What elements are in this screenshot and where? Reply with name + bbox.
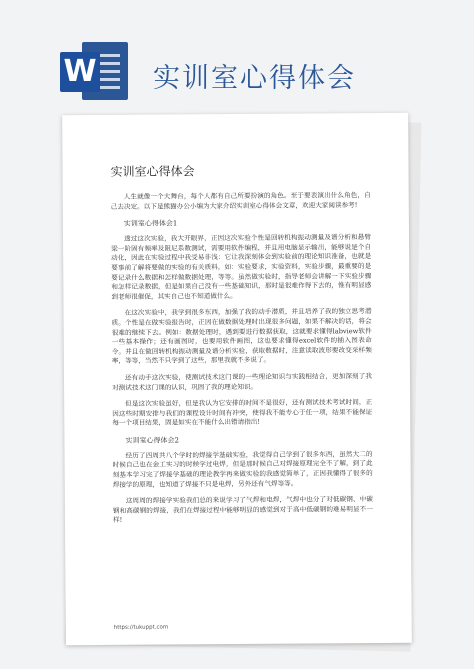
paragraph: 这周周的焊接学实验我们总的来说学习了气焊和电焊，气焊中也分了对低碳钢、中碳钢和高碳钢的焊接，我们在焊接过程中能够明显的感觉到对于高中低碳钢的难易明显不一样! bbox=[112, 495, 373, 525]
section-heading-1: 实训室心得体会1 bbox=[123, 219, 178, 228]
banner-title: 实训室心得体会 bbox=[153, 63, 356, 94]
section-heading-2: 实训室心得体会2 bbox=[125, 436, 179, 445]
paragraph: 透过这次实验，我大开眼界，正因这次实验个性是回转机构振动测量及谱分析和悬臂梁一阶固有频率及阻尼系数测试，需要用软件编程，并且用电脑显示输出，能够说是个自动化，因此在实验过程中我受易非浅：它让我深刻体会到实验前的理论知识准备，也就是要事前了解将要做的实验的有关质料，如：实验要求，实验资料，实验步骤，最重要的是要记录什么数据和怎样做数据处理，等等。虽然做实验时，指导老师会讲解一下实验步骤和怎样记录数据，但是如果自己没有一些基础知识，那时是很难作得下去的，惟有明显感到老师很催促，其实自己也不知道做什么。 bbox=[111, 233, 372, 301]
document-page bbox=[62, 113, 412, 645]
paragraph: 在这次实验中，我学到很多东西，加强了我的动手潜质，并且培养了我的独立思考潜质。个性是在做实验报告时，正因在做数据处理时出现很多问题，如果不解决的话，将会很难的继续下去。例如：数据处理时，遇到要进行数据获取，这就要求懂得labview软件一些基本操作；还有画图时，也要用软件画图，这也要求懂得excel软件的插入图表命令。并且在做回转机构振动测量及谱分析实验，获取数据时，注意读取波形要改变采样频率，等等，当然不只学到了这些，那里我就不多说了。 bbox=[111, 307, 372, 366]
document-content bbox=[110, 161, 373, 533]
document-title: 实训室心得体会 bbox=[110, 164, 195, 179]
footer-url: https://tukuppt.com bbox=[113, 624, 169, 631]
word-logo-badge: W bbox=[60, 52, 100, 92]
word-document-icon bbox=[60, 42, 128, 100]
intro-paragraph: 人生就像一个大舞台，每个人都有自己所要扮演的角色。至于要表演出什么角色，自己去决定。以下是熊猫办公小编为大家介绍实训室心得体会文章，欢迎大家阅读参考! bbox=[110, 191, 371, 211]
paragraph: 但是这次实验虽好，但是我认为它安排的时间不是很好，还有测试技术考试时间，正因这些时期安排与我们的课程设计时间有冲突，使得我不能专心于任一项，结果不能保证每一个项目结果，固是如实在不能什么出错请指出! bbox=[112, 398, 373, 428]
banner bbox=[0, 0, 474, 110]
paragraph: 经历了四周共八个学时的焊接学基础实验，我觉得自己学到了很多东西，虽然大二的时候自己也在金工实习的时候学过电焊，但是那时候自己对焊接原理完全不了解，到了此刻基本学习完了焊接学基础的理论教学再来做实验的我感觉简单了，正因我懂得了很多的焊接学的原理，也知道了焊接不只是电焊，另外还有气焊等等。 bbox=[112, 449, 373, 489]
paragraph: 还有动手这次实验，使测试技术这门课的一些理论知识与实践相结合，更加深刻了我对测试技术这门课的认识，巩固了我的理论知识。 bbox=[112, 371, 373, 392]
